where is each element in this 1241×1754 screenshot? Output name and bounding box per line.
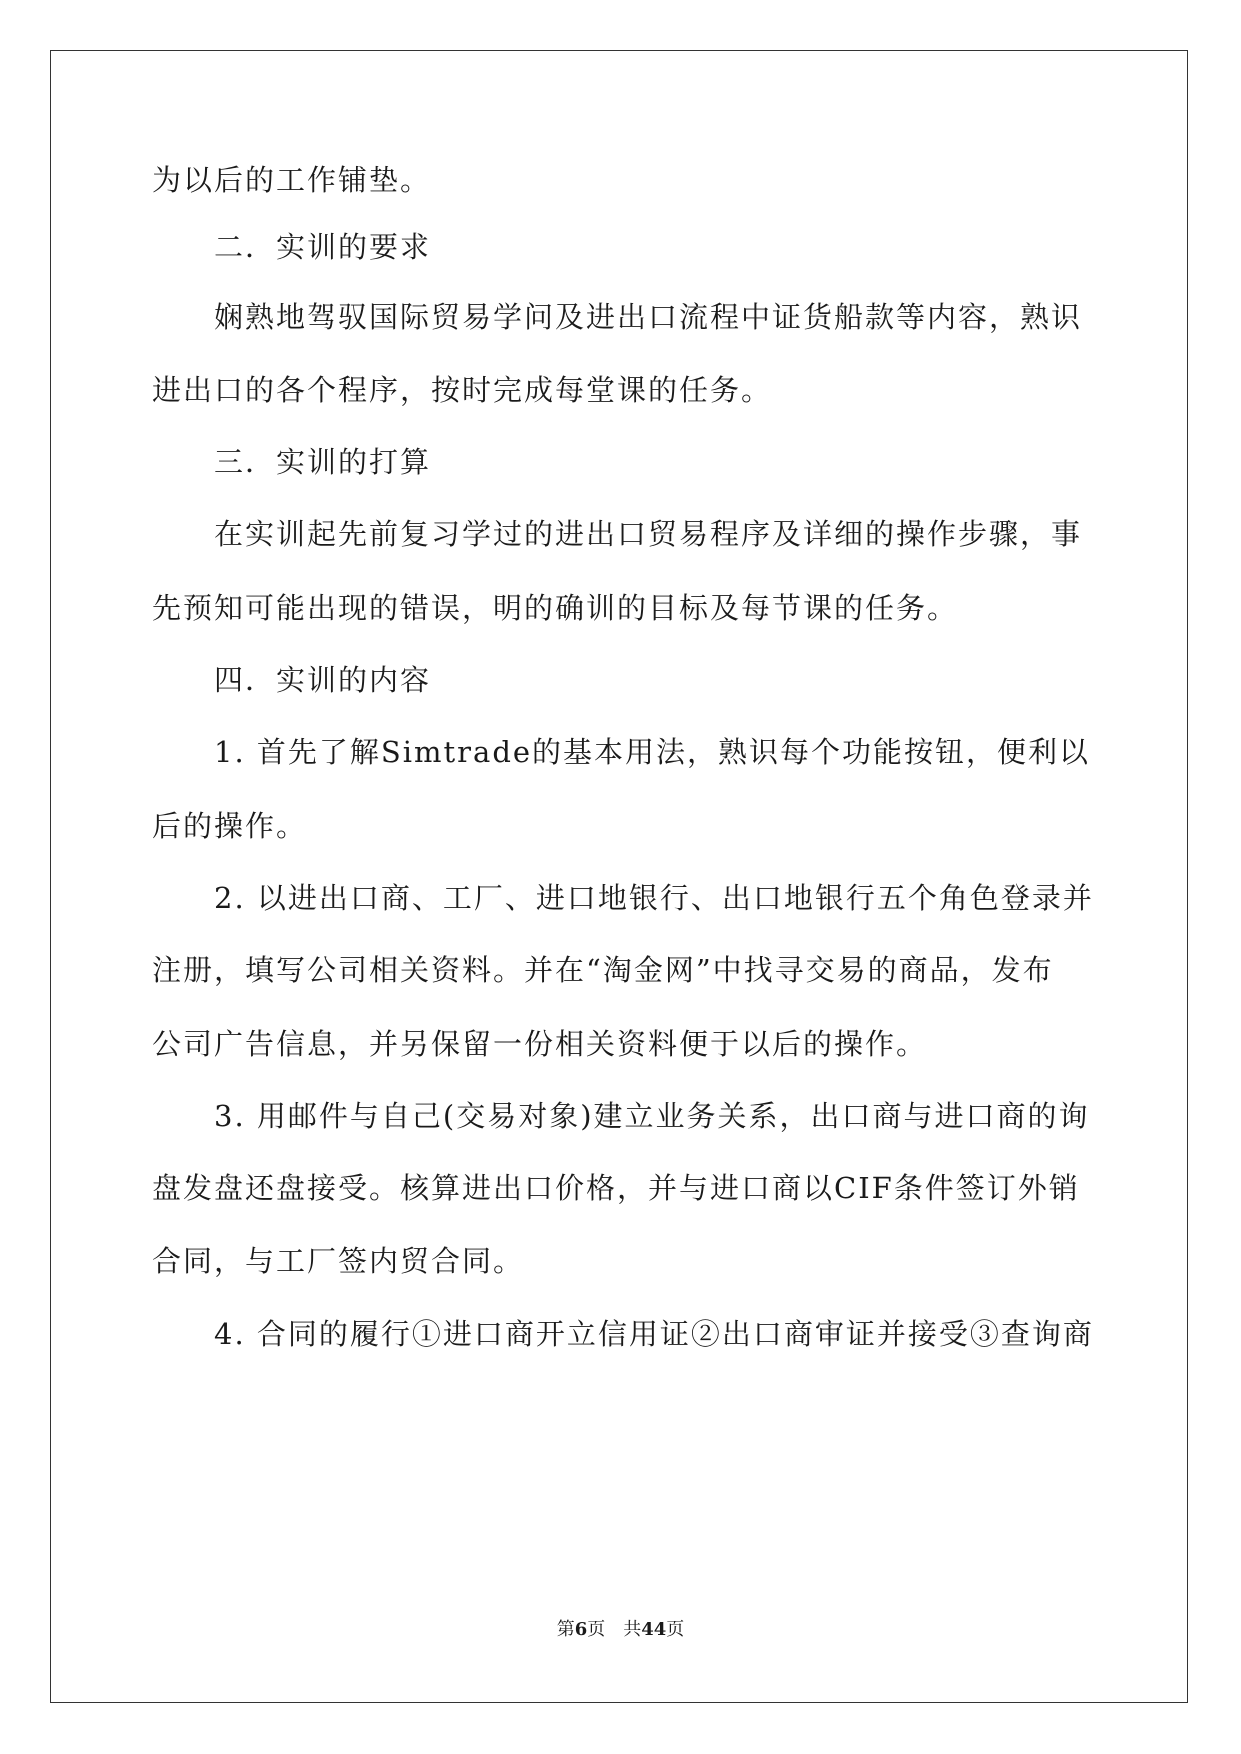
text-line: 先预知可能出现的错误，明的确训的目标及每节课的任务。 [152,591,959,625]
list-item: 1. 首先了解Simtrade的基本用法，熟识每个功能按钮，便利以 [214,735,1091,769]
text-line: 在实训起先前复习学过的进出口贸易程序及详细的操作步骤，事 [214,517,1083,551]
text-line: 合同，与工厂签内贸合同。 [152,1244,525,1278]
page-footer [0,1615,1241,1641]
footer-middle: 页 共 [587,1619,642,1640]
list-item: 3. 用邮件与自己(交易对象)建立业务关系，出口商与进口商的询 [214,1099,1090,1133]
footer-prefix: 第 [556,1619,575,1640]
footer-page-number: 6 [574,1619,588,1640]
footer-suffix: 页 [666,1619,685,1640]
text-line: 娴熟地驾驭国际贸易学问及进出口流程中证货船款等内容，熟识 [214,300,1083,334]
list-item: 2. 以进出口商、工厂、进口地银行、出口地银行五个角色登录并 [214,881,1094,915]
section-heading: 三．实训的打算 [214,445,432,479]
list-item: 4. 合同的履行①进口商开立信用证②出口商审证并接受③查询商 [214,1317,1094,1351]
section-heading: 四．实训的内容 [214,663,432,697]
text-line: 为以后的工作铺垫。 [152,163,432,197]
text-line: 公司广告信息，并另保留一份相关资料便于以后的操作。 [152,1027,928,1061]
text-line: 盘发盘还盘接受。核算进出口价格，并与进口商以CIF条件签订外销 [152,1171,1080,1205]
text-line: 后的操作。 [152,809,308,843]
footer-total-pages: 44 [641,1619,667,1640]
text-line: 进出口的各个程序，按时完成每堂课的任务。 [152,373,773,407]
text-line: 注册，填写公司相关资料。并在“淘金网”中找寻交易的商品，发布 [152,953,1054,987]
section-heading: 二．实训的要求 [214,230,432,264]
